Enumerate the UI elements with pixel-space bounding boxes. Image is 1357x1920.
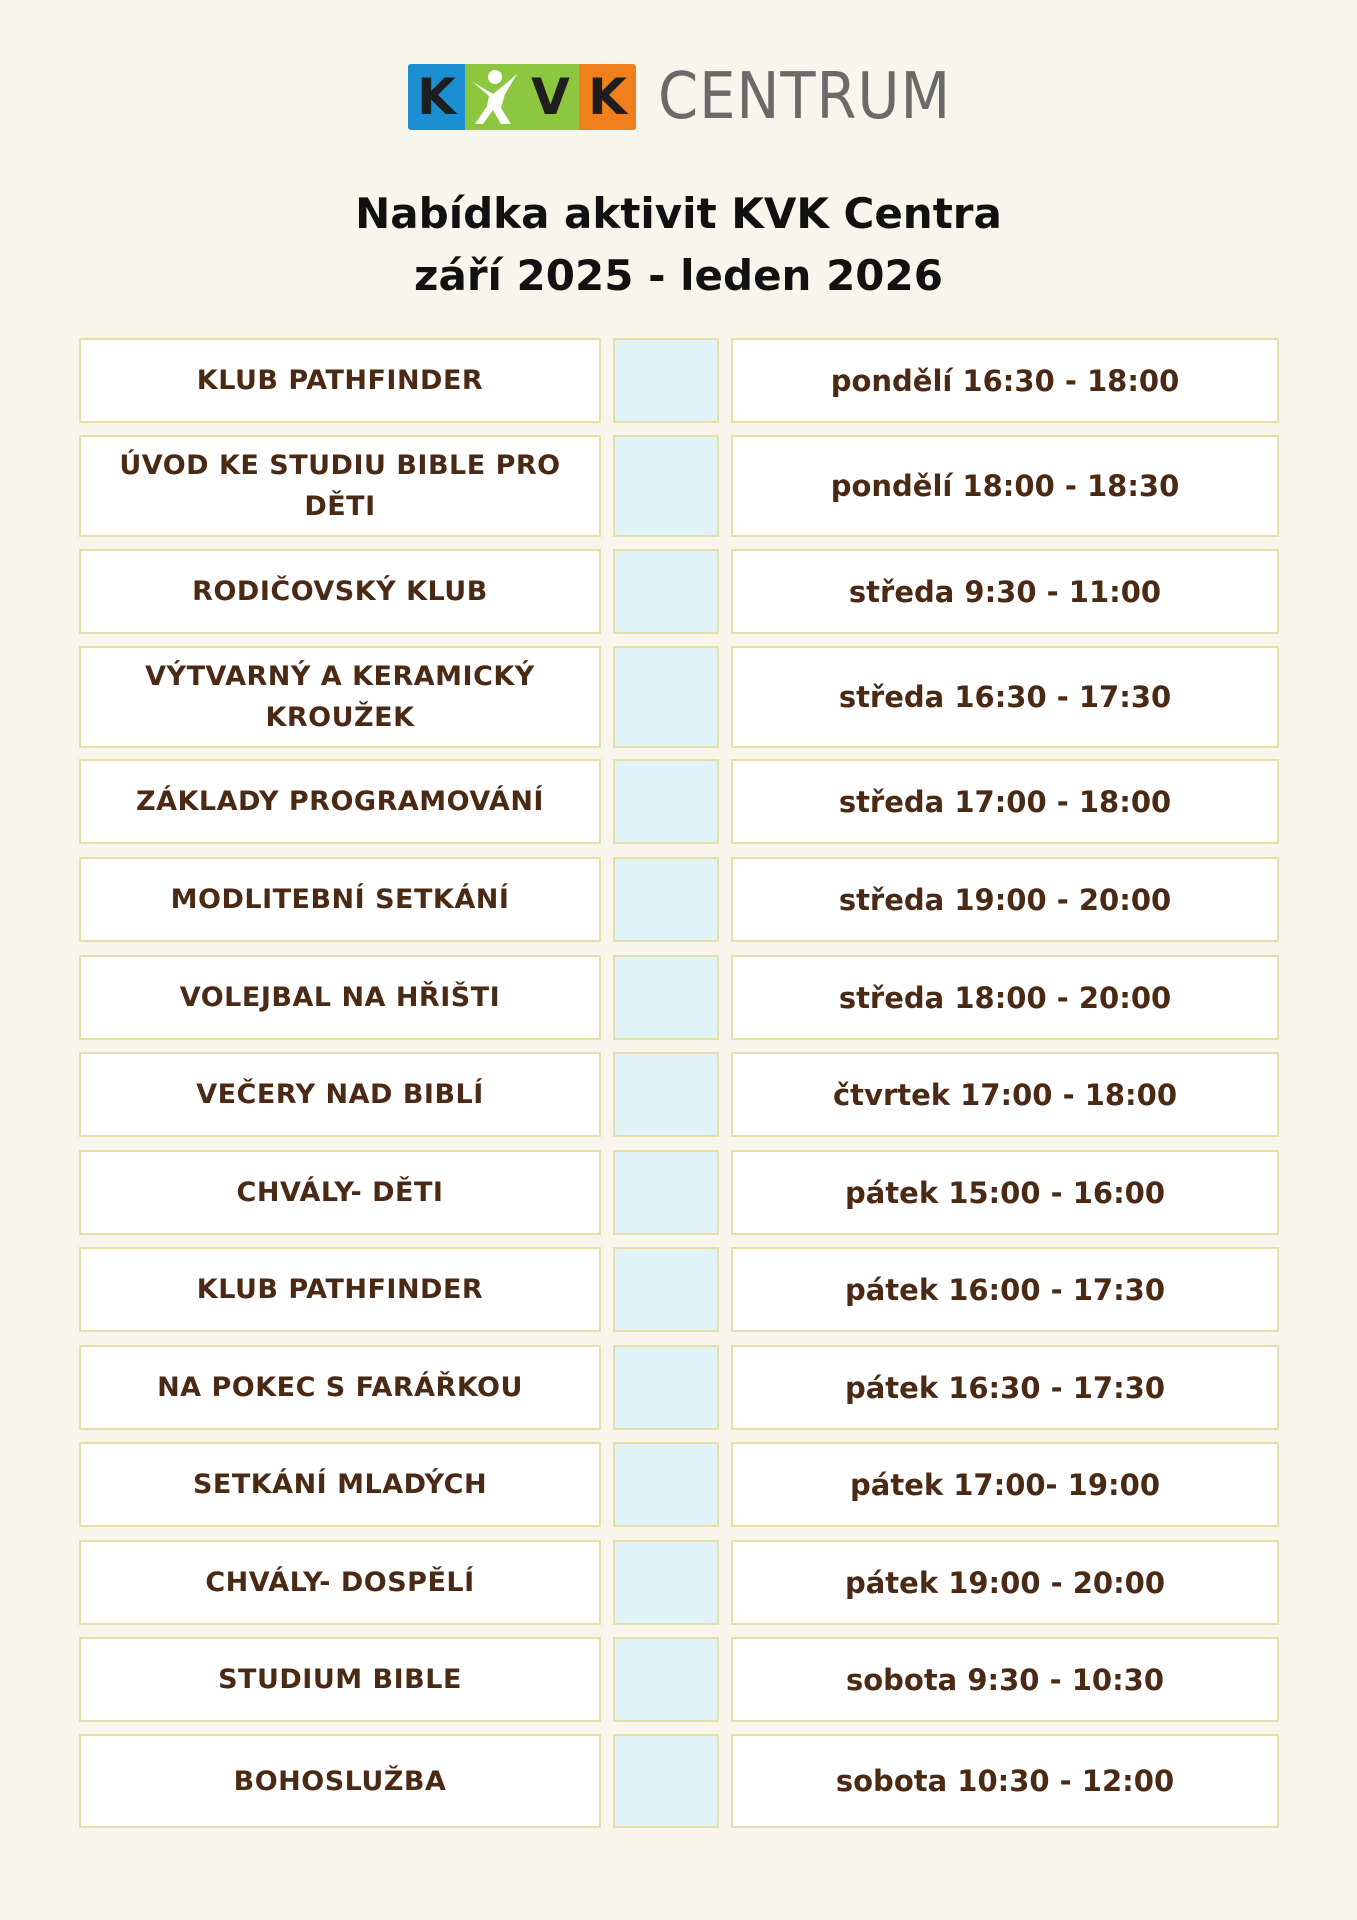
schedule-row [79, 1247, 1279, 1332]
title-line-2: září 2025 - leden 2026 [414, 251, 943, 300]
schedule-row [79, 435, 1279, 537]
activity-name: ZÁKLADY PROGRAMOVÁNÍ [79, 759, 601, 844]
logo-letter-v: V [522, 64, 579, 130]
schedule-row [79, 646, 1279, 748]
page-title [0, 183, 1357, 307]
activity-time: pátek 17:00- 19:00 [731, 1442, 1279, 1527]
blank-cell [613, 549, 719, 634]
activity-name: KLUB PATHFINDER [79, 338, 601, 423]
activity-time: čtvrtek 17:00 - 18:00 [731, 1052, 1279, 1137]
blank-cell [613, 1247, 719, 1332]
schedule-row [79, 549, 1279, 634]
activity-time: pátek 16:30 - 17:30 [731, 1345, 1279, 1430]
activity-time: pátek 16:00 - 17:30 [731, 1247, 1279, 1332]
logo-figure-icon [465, 64, 522, 130]
activity-time: středa 18:00 - 20:00 [731, 955, 1279, 1040]
schedule-row [79, 1734, 1279, 1828]
activity-name: SETKÁNÍ MLADÝCH [79, 1442, 601, 1527]
activity-name: VÝTVARNÝ A KERAMICKÝ KROUŽEK [79, 646, 601, 748]
activity-time: sobota 9:30 - 10:30 [731, 1637, 1279, 1722]
activity-time: středa 17:00 - 18:00 [731, 759, 1279, 844]
activity-name: NA POKEC S FARÁŘKOU [79, 1345, 601, 1430]
activity-time: pátek 15:00 - 16:00 [731, 1150, 1279, 1235]
activity-name: VOLEJBAL NA HŘIŠTI [79, 955, 601, 1040]
schedule-row [79, 1150, 1279, 1235]
blank-cell [613, 759, 719, 844]
activity-time: středa 19:00 - 20:00 [731, 857, 1279, 942]
activity-name: KLUB PATHFINDER [79, 1247, 601, 1332]
activity-time: středa 9:30 - 11:00 [731, 549, 1279, 634]
activity-time: pátek 19:00 - 20:00 [731, 1540, 1279, 1625]
blank-cell [613, 1734, 719, 1828]
blank-cell [613, 857, 719, 942]
blank-cell [613, 1150, 719, 1235]
blank-cell [613, 1052, 719, 1137]
blank-cell [613, 646, 719, 748]
schedule-row [79, 1052, 1279, 1137]
logo-wordmark: CENTRUM [658, 60, 952, 134]
activity-name: CHVÁLY- DOSPĚLÍ [79, 1540, 601, 1625]
blank-cell [613, 1637, 719, 1722]
kvk-logo-mark [408, 64, 636, 130]
logo-letter-k2: K [579, 64, 636, 130]
activity-name: ÚVOD KE STUDIU BIBLE PRO DĚTI [79, 435, 601, 537]
blank-cell [613, 435, 719, 537]
activity-name: VEČERY NAD BIBLÍ [79, 1052, 601, 1137]
blank-cell [613, 1540, 719, 1625]
activity-time: sobota 10:30 - 12:00 [731, 1734, 1279, 1828]
activity-name: RODIČOVSKÝ KLUB [79, 549, 601, 634]
activity-name: STUDIUM BIBLE [79, 1637, 601, 1722]
title-line-1: Nabídka aktivit KVK Centra [355, 189, 1002, 238]
activity-name: CHVÁLY- DĚTI [79, 1150, 601, 1235]
blank-cell [613, 955, 719, 1040]
schedule-row [79, 759, 1279, 844]
kvk-logo [408, 60, 984, 134]
schedule-row [79, 338, 1279, 423]
blank-cell [613, 1345, 719, 1430]
logo-letter-k1: K [408, 64, 465, 130]
activity-time: pondělí 18:00 - 18:30 [731, 435, 1279, 537]
schedule-row [79, 857, 1279, 942]
activity-time: středa 16:30 - 17:30 [731, 646, 1279, 748]
blank-cell [613, 1442, 719, 1527]
schedule-row [79, 955, 1279, 1040]
schedule-row [79, 1442, 1279, 1527]
activity-name: MODLITEBNÍ SETKÁNÍ [79, 857, 601, 942]
blank-cell [613, 338, 719, 423]
activity-time: pondělí 16:30 - 18:00 [731, 338, 1279, 423]
schedule-row [79, 1637, 1279, 1722]
activity-name: BOHOSLUŽBA [79, 1734, 601, 1828]
schedule-row [79, 1540, 1279, 1625]
schedule-row [79, 1345, 1279, 1430]
